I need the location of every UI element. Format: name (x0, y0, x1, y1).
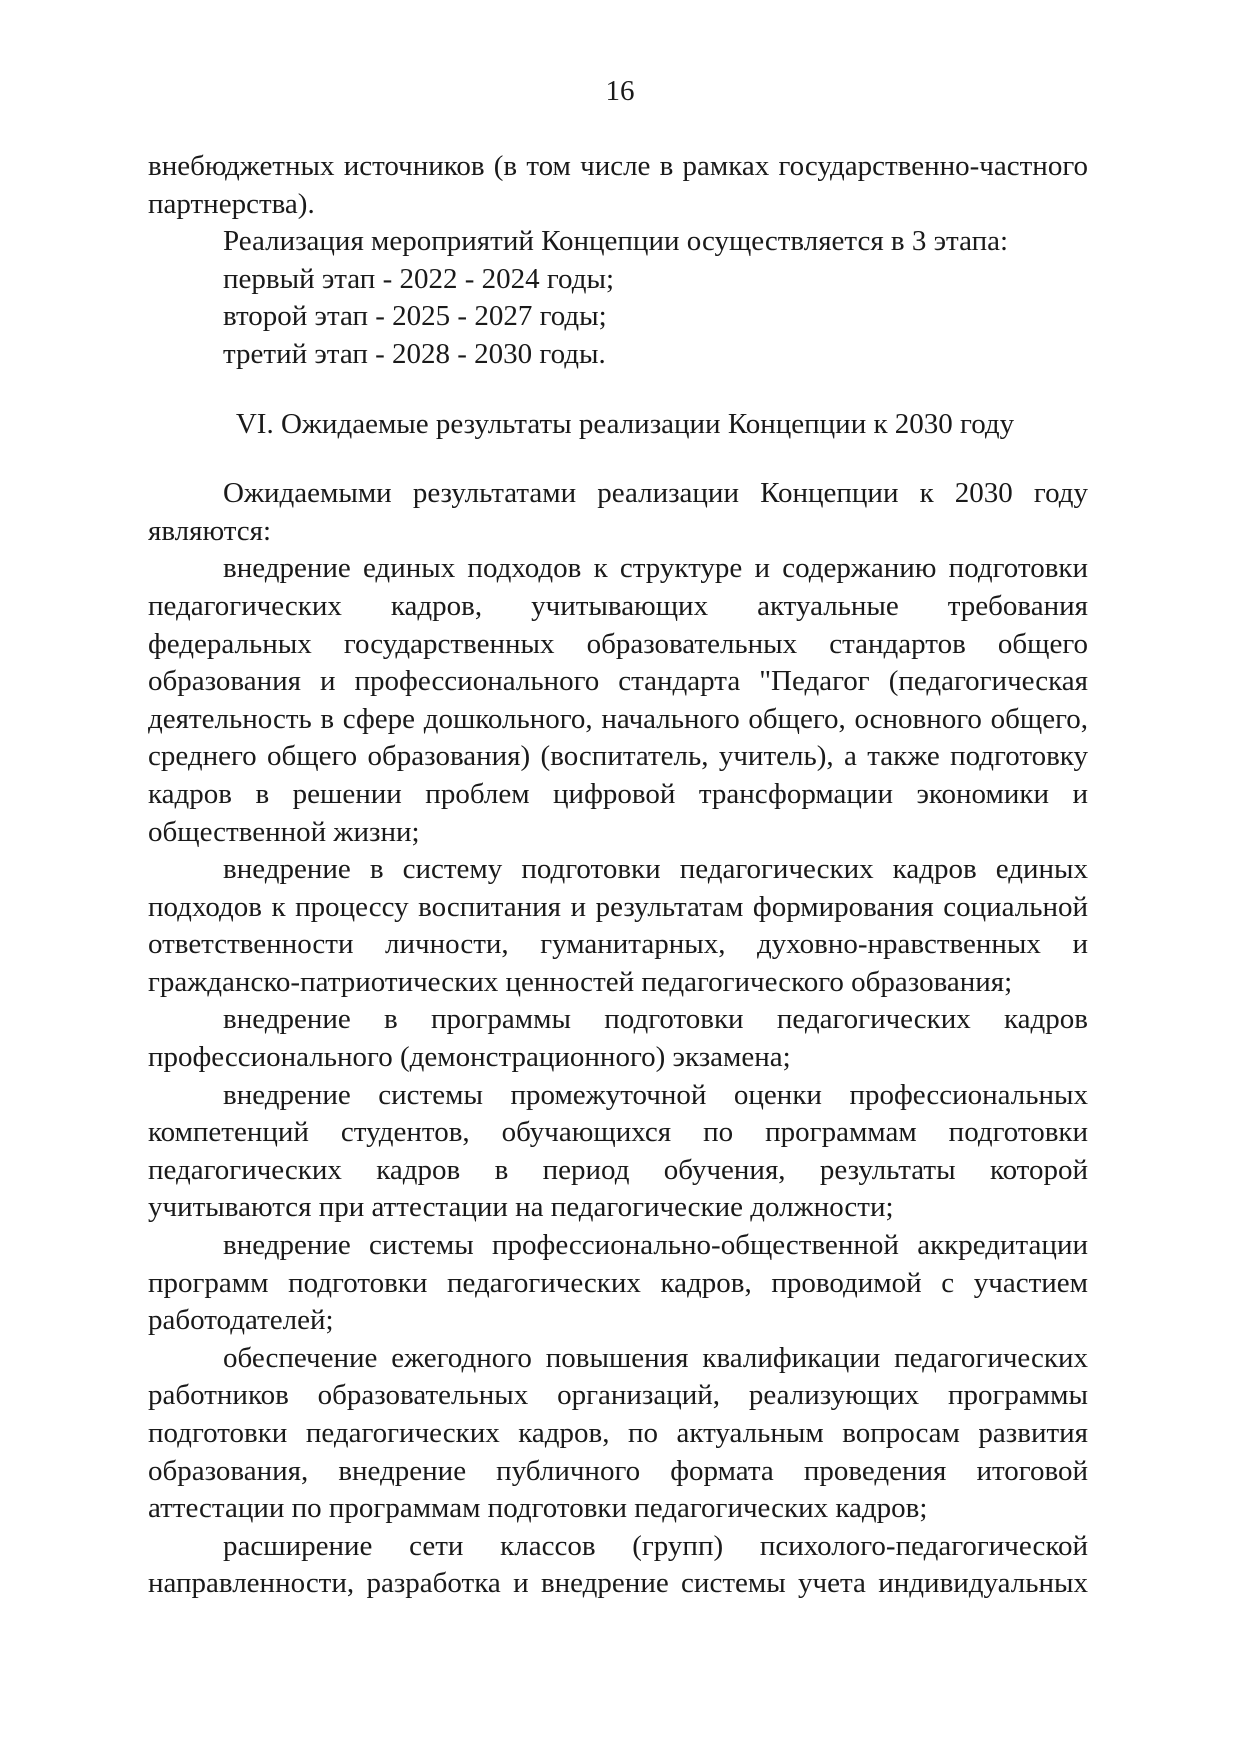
result-item: расширение сети классов (групп) психолого-педагогической направленности, разработка и внедрение системы учета индивидуальных (148, 1529, 1088, 1600)
result-item: обеспечение ежегодного повышения квалификации педагогических работников образовательных организаций, реализующих программы подготовки педагогических кадров, по актуальным вопросам развития образования, внедрение публичного формата проведения итоговой аттестации по программам подготовки педагогических кадров; (148, 1341, 1088, 1525)
result-item: внедрение в программы подготовки педагогических кадров профессионального (демонстрационного) экзамена; (148, 1003, 1088, 1074)
results-intro: Ожидаемыми результатами реализации Концепции к 2030 году являются: (148, 477, 1088, 547)
page-number: 16 (605, 75, 635, 107)
stages-intro: Реализация мероприятий Концепции осуществляется в 3 этапа: (223, 225, 1009, 258)
stage-item: второй этап - 2025 - 2027 годы; (223, 300, 607, 333)
result-item: внедрение в систему подготовки педагогических кадров единых подходов к процессу воспитания и результатам формирования социальной ответственности личности, гуманитарных, духовно-нравственных и гражданско-патриотических ценностей педагогического образования; (148, 853, 1088, 998)
stage-item: третий этап - 2028 - 2030 годы. (223, 337, 606, 370)
continuation-paragraph: внебюджетных источников (в том числе в рамках государственно-частного партнерства). (148, 150, 1088, 220)
result-item: внедрение единых подходов к структуре и содержанию подготовки педагогических кадров, учитывающих актуальные требования федеральных государственных образовательных стандартов общего образования и профессионального стандарта "Педагог (педагогическая деятельность в сфере дошкольного, начального общего, основного общего, среднего общего образования) (воспитатель, учитель), а также подготовку кадров в решении проблем цифровой трансформации экономики и общественной жизни; (148, 552, 1088, 848)
section-heading: VI. Ожидаемые результаты реализации Концепции к 2030 году (235, 407, 1015, 440)
stage-item: первый этап - 2022 - 2024 годы; (223, 262, 615, 295)
result-item: внедрение системы промежуточной оценки профессиональных компетенций студентов, обучающихся по программам подготовки педагогических кадров в период обучения, результаты которой учитываются при аттестации на педагогические должности; (148, 1078, 1088, 1224)
document-body (148, 148, 1088, 1603)
result-item: внедрение системы профессионально-общественной аккредитации программ подготовки педагогических кадров, проводимой с участием работодателей; (148, 1229, 1088, 1337)
